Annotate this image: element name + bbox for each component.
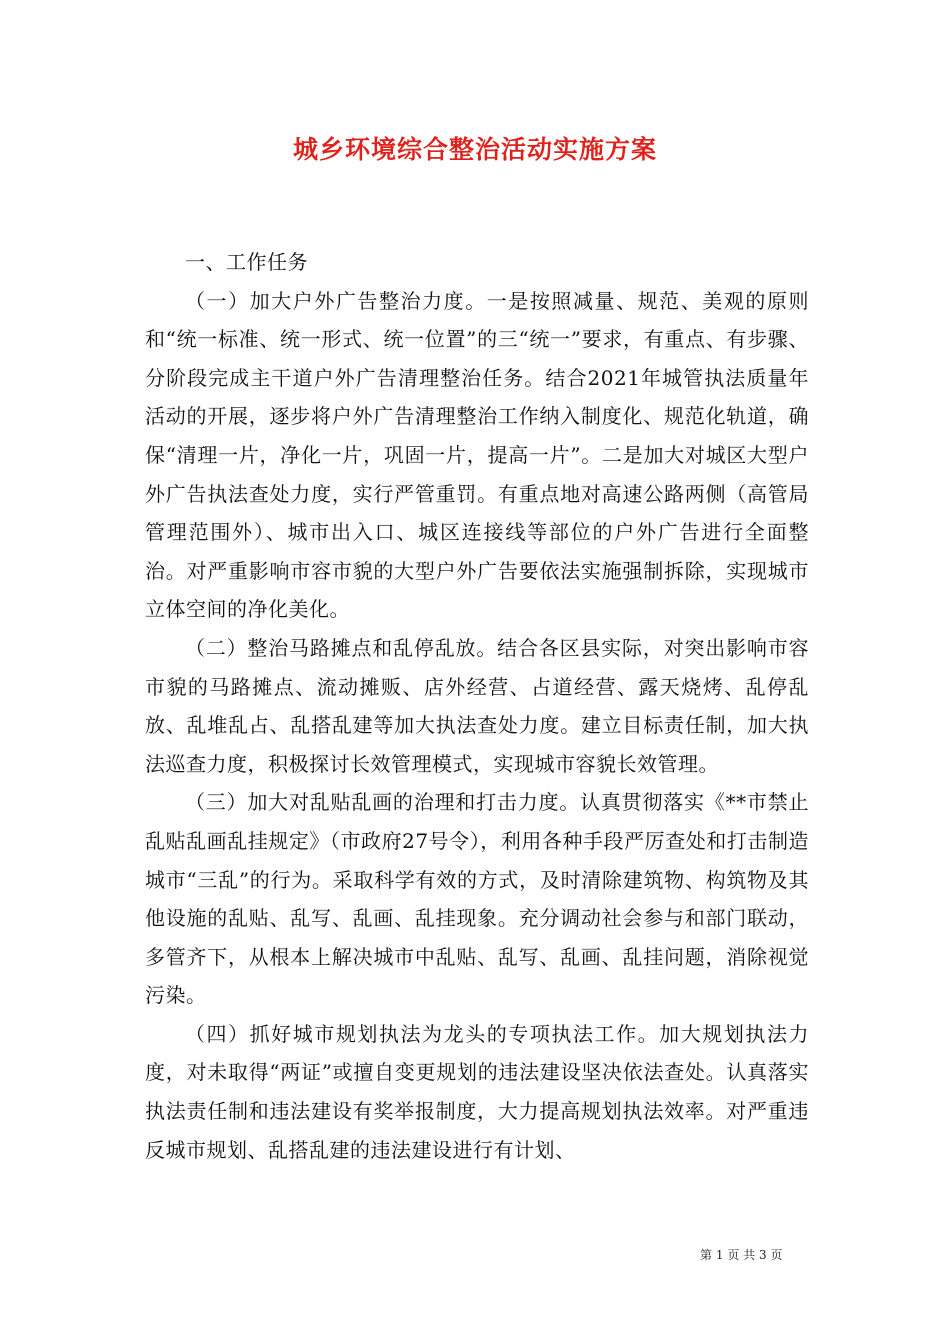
- section-heading: 一、工作任务: [185, 250, 308, 274]
- total-pages: 3: [758, 1248, 767, 1262]
- paragraph-4: （四）抓好城市规划执法为龙头的专项执法工作。加大规划执法力度，对未取得“两证”或擅自变更规划的违法建设坚决依法查处。认真落实执法责任制和违法建设有奖举报制度，大力提高规划执法效率。对严重违反城市规划、乱搭乱建的违法建设进行有计划、: [145, 1021, 809, 1162]
- page-label-middle: 页 共: [727, 1248, 756, 1262]
- paragraph-1: （一）加大户外广告整治力度。一是按照减量、规范、美观的原则和“统一标准、统一形式、统一位置”的三“统一”要求，有重点、有步骤、分阶段完成主干道户外广告清理整治任务。结合2021年城管执法质量年活动的开展，逐步将户外广告清理整治工作纳入制度化、规范化轨道，确保“清理一片，净化一片，巩固一片，提高一片”。二是加大对城区大型户外广告执法查处力度，实行严管重罚。有重点地对高速公路两侧（高管局管理范围外）、城市出入口、城区连接线等部位的户外广告进行全面整治。对严重影响市容市貌的大型户外广告要依法实施强制拆除，实现城市立体空间的净化美化。: [145, 288, 809, 622]
- paragraph-3: （三）加大对乱贴乱画的治理和打击力度。认真贯彻落实《**市禁止乱贴乱画乱挂规定》（市政府27号令），利用各种手段严厉查处和打击制造城市“三乱”的行为。采取科学有效的方式，及时清除建筑物、构筑物及其他设施的乱贴、乱写、乱画、乱挂现象。充分调动社会参与和部门联动，多管齐下，从根本上解决城市中乱贴、乱写、乱画、乱挂问题，消除视觉污染。: [145, 790, 809, 1008]
- document-body: [145, 243, 809, 1169]
- paragraph-2: （二）整治马路摊点和乱停乱放。结合各区县实际，对突出影响市容市貌的马路摊点、流动摊贩、店外经营、占道经营、露天烧烤、乱停乱放、乱堆乱占、乱搭乱建等加大执法查处力度。建立目标责任制，加大执法巡查力度，积极探讨长效管理模式，实现城市容貌长效管理。: [145, 635, 809, 776]
- page-label-prefix: 第: [700, 1248, 713, 1262]
- current-page: 1: [715, 1248, 724, 1262]
- document-title: 城乡环境综合整治活动实施方案: [292, 135, 657, 164]
- page-number-footer: [700, 1247, 820, 1263]
- page-label-suffix: 页: [770, 1248, 783, 1262]
